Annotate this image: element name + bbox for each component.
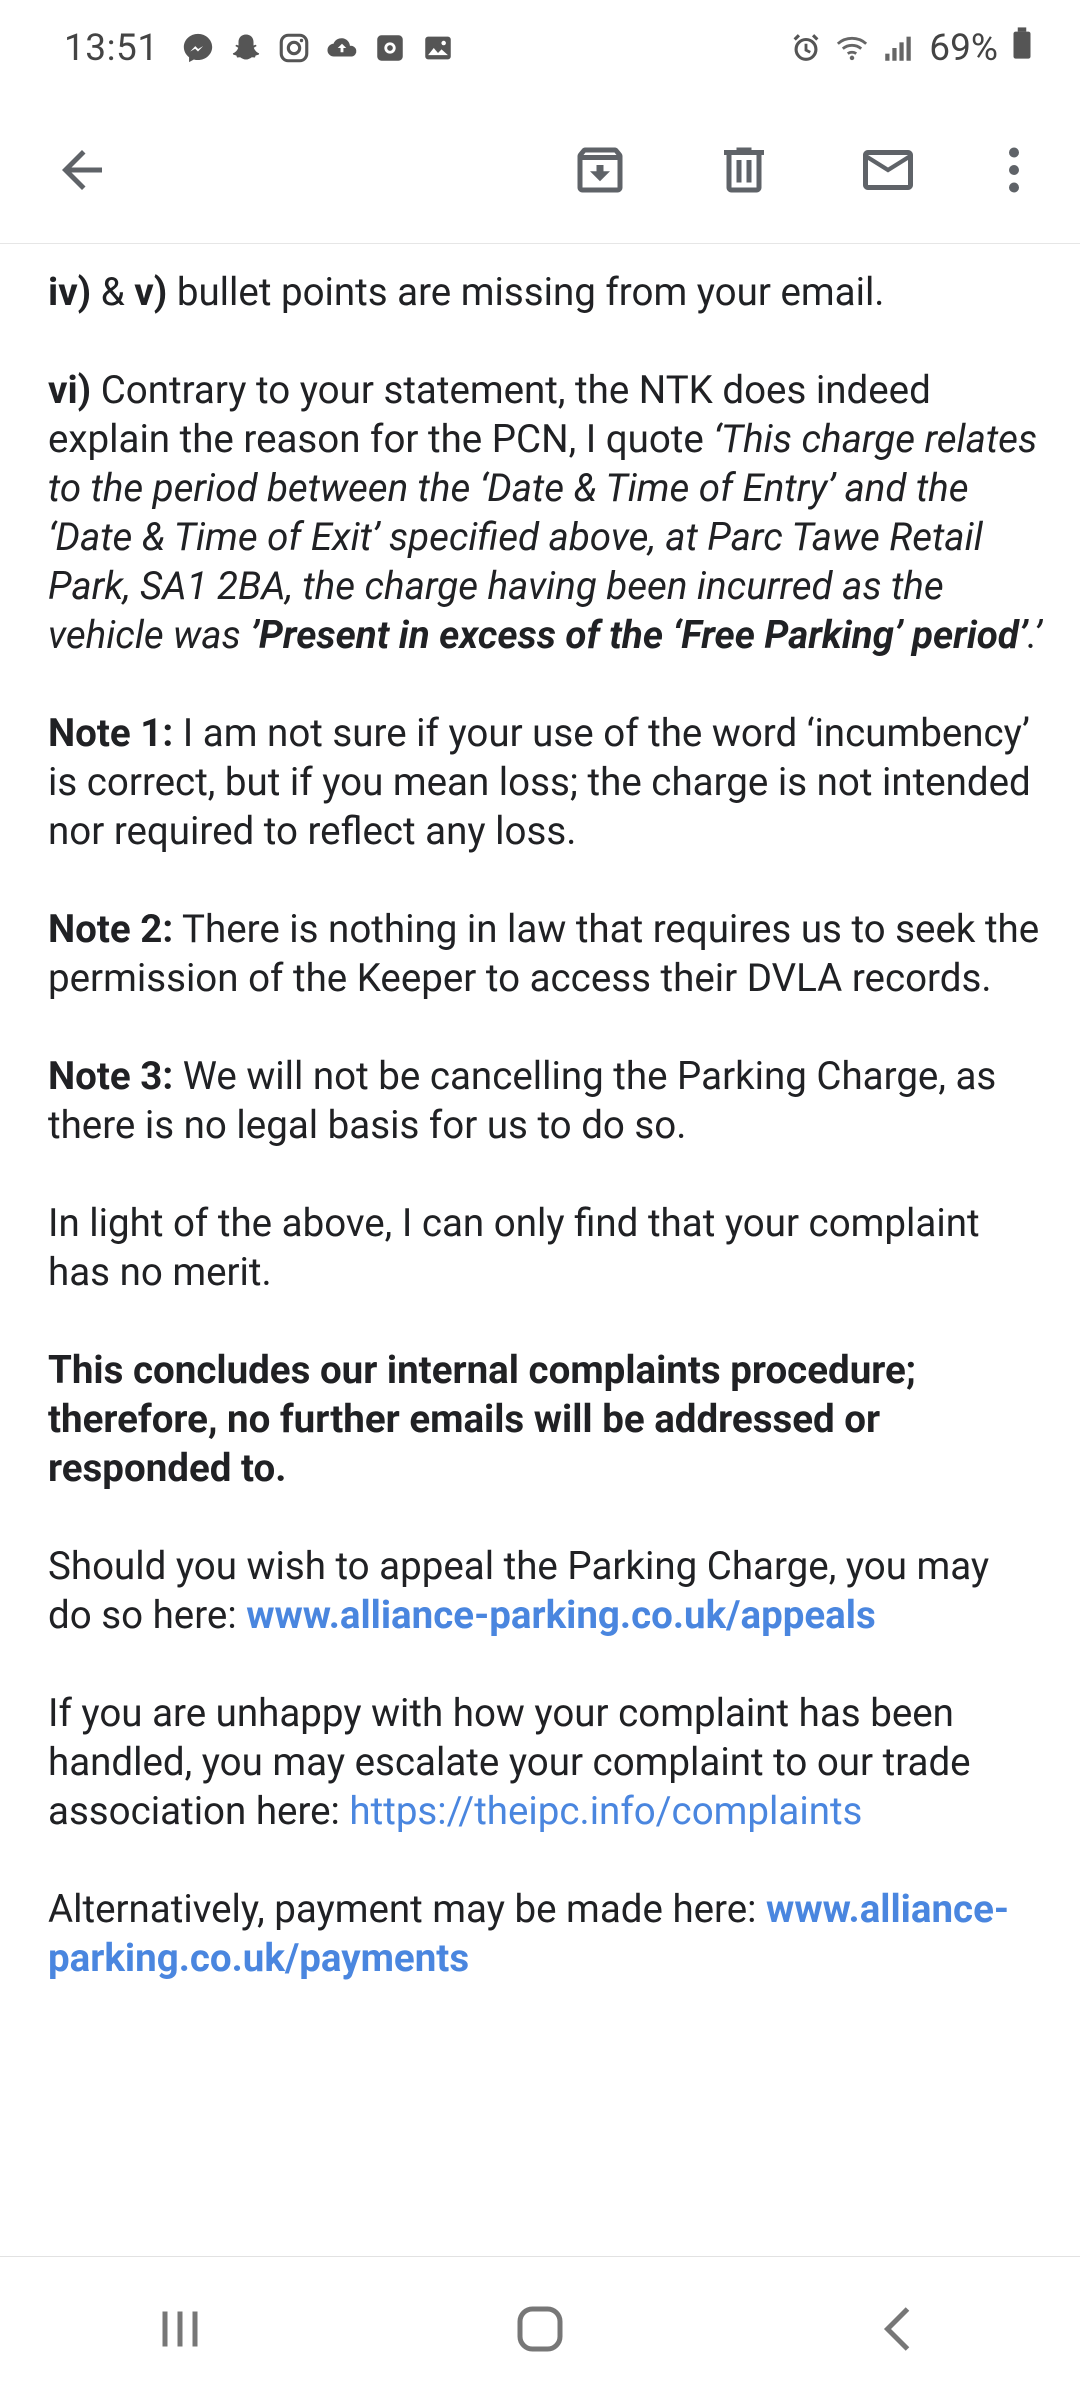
quoted-text: ‘This charge relates to the period between the ‘Date & Time of Entry’ and the ‘Date & Time of Exit’ specified above, at Parc Tawe Retail Park, SA1 2BA, the charge having been incurred as the vehicle was (48, 417, 1038, 658)
home-button[interactable] (480, 2279, 600, 2379)
more-vert-icon (984, 140, 1044, 200)
system-nav-bar (0, 2257, 1080, 2400)
cloud-upload-icon (325, 31, 359, 65)
note-label: Note 1: (48, 711, 174, 756)
email-toolbar (0, 96, 1080, 244)
quoted-bold-text: ’Present in excess of the ‘Free Parking’ period’ (250, 613, 1028, 658)
notification-icons (181, 31, 455, 65)
final-notice: This concludes our internal complaints procedure; therefore, no further emails will be addressed or responded to. (48, 1348, 916, 1491)
appeals-link[interactable]: www.alliance-parking.co.uk/appeals (246, 1593, 876, 1638)
bullet-label: vi) (48, 368, 92, 413)
nav-back-button[interactable] (840, 2279, 960, 2379)
alarm-icon (789, 31, 823, 65)
bullet-label: v) (134, 270, 168, 315)
battery-percent: 69% (929, 26, 998, 70)
home-icon (510, 2299, 570, 2359)
status-bar (0, 0, 1080, 96)
bullet-label: iv) (48, 270, 92, 315)
recent-apps-button[interactable] (120, 2279, 240, 2379)
mark-unread-icon (858, 140, 918, 200)
more-options-button[interactable] (966, 122, 1062, 218)
back-arrow-icon (52, 140, 112, 200)
paragraph-bullets: iv) & v) bullet points are missing from your email. (48, 270, 885, 315)
mark-unread-button[interactable] (840, 122, 936, 218)
wifi-icon (835, 31, 869, 65)
recent-apps-icon (150, 2299, 210, 2359)
archive-button[interactable] (552, 122, 648, 218)
cellular-signal-icon (881, 31, 915, 65)
archive-icon (570, 140, 630, 200)
note-label: Note 2: (48, 907, 174, 952)
back-icon (870, 2299, 930, 2359)
delete-icon (714, 140, 774, 200)
gallery-icon (421, 31, 455, 65)
screen-recorder-icon (373, 31, 407, 65)
delete-button[interactable] (696, 122, 792, 218)
battery-icon (1012, 26, 1032, 70)
payments-link[interactable]: www.alliance-parking.co.uk/payments (48, 1887, 1010, 1981)
payment-paragraph: Alternatively, payment may be made here: www.alliance-parking.co.uk/payments (48, 1887, 1010, 1981)
conclusion-paragraph: In light of the above, I can only find that your complaint has no merit. (48, 1201, 980, 1295)
note-1: Note 1: I am not sure if your use of the word ‘incumbency’ is correct, but if you mean loss; the charge is not intended nor required to reflect any loss. (48, 711, 1031, 854)
status-time: 13:51 (64, 26, 159, 70)
snapchat-icon (229, 31, 263, 65)
instagram-icon (277, 31, 311, 65)
messenger-icon (181, 31, 215, 65)
paragraph-ntk-reason: vi) Contrary to your statement, the NTK does indeed explain the reason for the PCN, I quote ‘This charge relates to the period between the ‘Date & Time of Entry’ and the ‘Date & Time of Exit’ specified above, at Parc Tawe Retail Park, SA1 2BA, the charge having been incurred as the vehicle was ’Present in excess of the ‘Free Parking’ period’.’ (48, 368, 1042, 658)
system-status (789, 26, 1032, 70)
note-2: Note 2: There is nothing in law that requires us to seek the permission of the Keeper to access their DVLA records. (48, 907, 1040, 1001)
ipc-complaints-link[interactable]: https://theipc.info/complaints (349, 1789, 863, 1834)
note-label: Note 3: (48, 1054, 174, 1099)
note-3: Note 3: We will not be cancelling the Parking Charge, as there is no legal basis for us to do so. (48, 1054, 997, 1148)
back-button[interactable] (34, 122, 130, 218)
escalate-paragraph: If you are unhappy with how your complaint has been handled, you may escalate your complaint to our trade association here: https://theipc.info/complaints (48, 1691, 971, 1834)
appeal-paragraph: Should you wish to appeal the Parking Charge, you may do so here: www.alliance-parking.co.uk/appeals (48, 1544, 990, 1638)
email-body (48, 246, 1042, 2032)
